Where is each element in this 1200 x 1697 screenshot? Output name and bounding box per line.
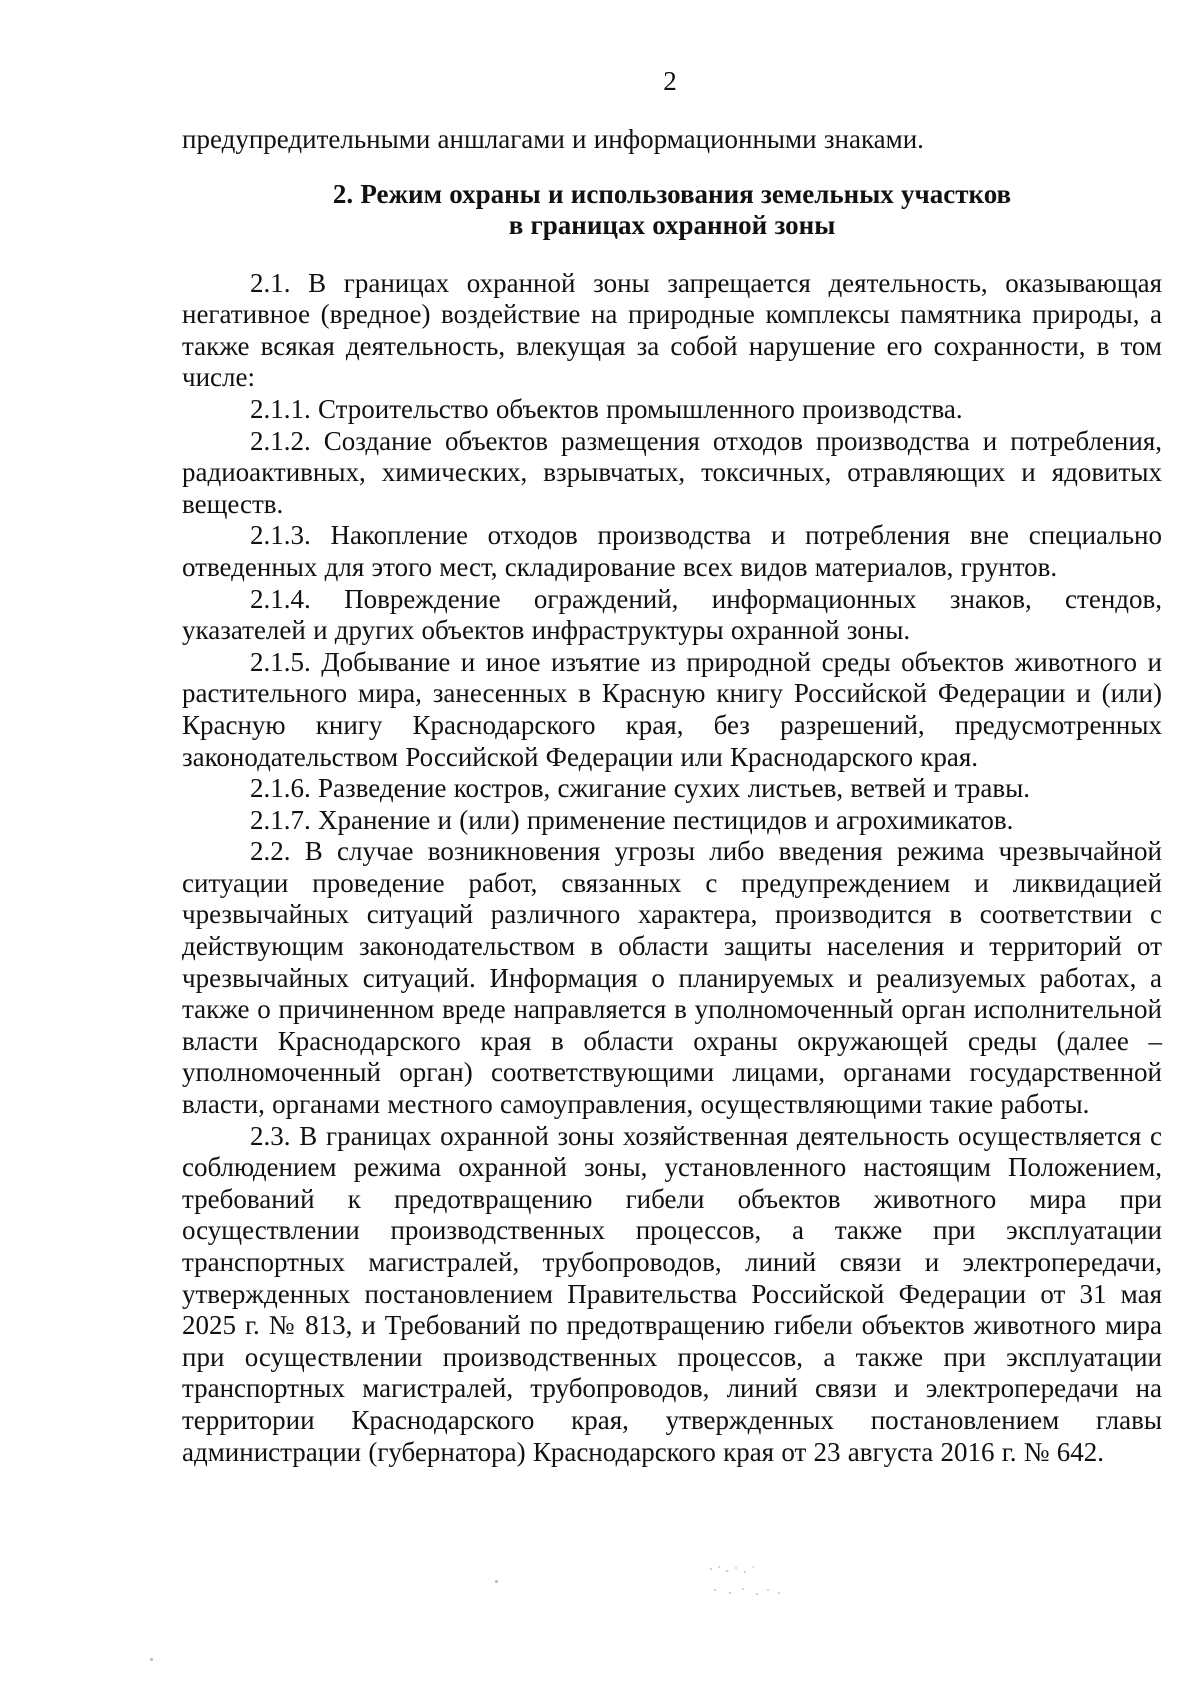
paragraph-2-1: 2.1. В границах охранной зоны запрещается деятельность, оказывающая негативное (вредное) воздействие на природные комплексы памятника природы, а также всякая деятельность, влекущая за собой нарушение его сохранности, в том числе: bbox=[182, 267, 1162, 393]
paragraph-2-2: 2.2. В случае возникновения угрозы либо введения режима чрезвычайной ситуации проведение работ, связанных с предупреждением и ликвидацией чрезвычайных ситуаций различного характера, производится в соответствии с действующим законодательством в области защиты населения и территорий от чрезвычайных ситуаций. Информация о планируемых и реализуемых работах, а также о причиненном вреде направляется в уполномоченный орган исполнительной власти Краснодарского края в области охраны окружающей среды (далее – уполномоченный орган) соответствующими лицами, органами государственной власти, органами местного самоуправления, осуществляющими такие работы. bbox=[182, 836, 1162, 1120]
scan-dust-mark bbox=[150, 1658, 153, 1661]
paragraph-2-1-6: 2.1.6. Разведение костров, сжигание сухих листьев, ветвей и травы. bbox=[250, 773, 1030, 804]
scan-dust-mark bbox=[495, 1580, 498, 1583]
paragraph-2-1-3: 2.1.3. Накопление отходов производства и потребления вне специально отведенных для этого мест, складирование всех видов материалов, грунтов. bbox=[182, 520, 1162, 582]
paragraph-2-1-5: 2.1.5. Добывание и иное изъятие из природной среды объектов животного и растительного мира, занесенных в Красную книгу Российской Федерации и (или) Красную книгу Краснодарского края, без разрешений, предусмотренных законодательством Российской Федерации или Краснодарского края. bbox=[182, 646, 1162, 772]
paragraph-2-1-7: 2.1.7. Хранение и (или) применение пестицидов и агрохимикатов. bbox=[250, 804, 1014, 835]
section-heading-line-1: 2. Режим охраны и использования земельных участков bbox=[332, 178, 1012, 209]
document-body bbox=[182, 124, 1162, 1468]
paragraph-2-1-2: 2.1.2. Создание объектов размещения отходов производства и потребления, радиоактивных, химических, взрывчатых, токсичных, отравляющих и ядовитых веществ. bbox=[182, 425, 1162, 519]
continuation-line: предупредительными аншлагами и информационными знаками. bbox=[182, 124, 924, 154]
stamp-residue-mark bbox=[705, 1563, 790, 1599]
paragraph-2-1-4: 2.1.4. Повреждение ограждений, информационных знаков, стендов, указателей и других объектов инфраструктуры охранной зоны. bbox=[182, 583, 1162, 646]
page-number: 2 bbox=[663, 66, 677, 96]
paragraph-2-1-1: 2.1.1. Строительство объектов промышленного производства. bbox=[250, 393, 963, 424]
section-heading-line-2: в границах охранной зоны bbox=[508, 209, 836, 240]
section-heading bbox=[182, 179, 1162, 241]
paragraph-2-3: 2.3. В границах охранной зоны хозяйственная деятельность осуществляется с соблюдением режима охранной зоны, установленного настоящим Положением, требований к предотвращению гибели объектов животного мира при осуществлении производственных процессов, а также при эксплуатации транспортных магистралей, трубопроводов, линий связи и электропередачи, утвержденных постановлением Правительства Российской Федерации от 31 мая 2025 г. № 813, и Требований по предотвращению гибели объектов животного мира при осуществлении производственных процессов, а также при эксплуатации транспортных магистралей, трубопроводов, линий связи и электропередачи на территории Краснодарского края, утвержденных постановлением главы администрации (губернатора) Краснодарского края от 23 августа 2016 г. № 642. bbox=[182, 1120, 1162, 1467]
